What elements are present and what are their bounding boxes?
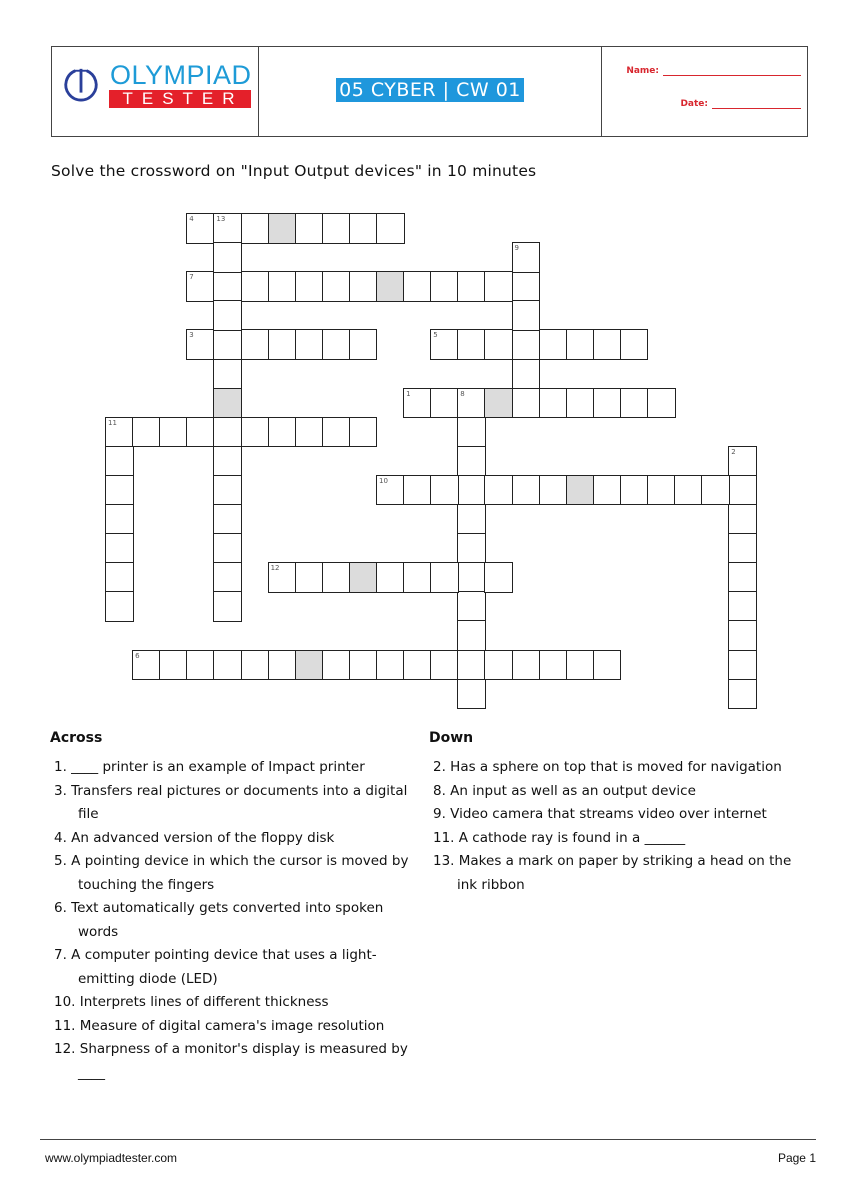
crossword-cell[interactable] <box>186 213 215 244</box>
crossword-cell[interactable] <box>295 271 324 302</box>
crossword-cell[interactable] <box>213 242 242 273</box>
clue-number: 11 <box>108 418 117 427</box>
crossword-cell[interactable] <box>105 591 134 622</box>
crossword-cell[interactable] <box>322 562 351 593</box>
clue-number: 6 <box>135 651 140 660</box>
crossword-cell[interactable] <box>484 562 513 593</box>
logo-text-tester: TESTER <box>109 90 251 108</box>
crossword-cell[interactable] <box>674 475 703 506</box>
crossword-cell[interactable] <box>512 475 541 506</box>
crossword-cell[interactable] <box>376 475 405 506</box>
down-clue: 11. A cathode ray is found in a ______ <box>433 829 686 846</box>
crossword-cell[interactable] <box>268 417 297 448</box>
crossword-cell[interactable] <box>186 329 215 360</box>
crossword-cell[interactable] <box>105 504 134 535</box>
crossword-cell[interactable] <box>430 388 459 419</box>
name-line[interactable] <box>663 66 801 76</box>
crossword-cell[interactable] <box>213 475 242 506</box>
crossword-cell[interactable] <box>430 562 459 593</box>
crossword-cell[interactable] <box>349 213 378 244</box>
crossword-cell[interactable] <box>484 271 513 302</box>
crossword-cell[interactable] <box>322 417 351 448</box>
crossword-cell[interactable] <box>457 650 486 681</box>
crossword-cell[interactable] <box>593 329 622 360</box>
crossword-cell[interactable] <box>728 446 757 477</box>
crossword-cell[interactable] <box>349 650 378 681</box>
crossword-cell[interactable] <box>457 591 486 622</box>
crossword-cell[interactable] <box>728 562 757 593</box>
crossword-cell[interactable] <box>457 620 486 651</box>
crossword-cell[interactable] <box>349 271 378 302</box>
crossword-cell[interactable] <box>213 591 242 622</box>
crossword-cell[interactable] <box>213 388 242 419</box>
date-field[interactable] <box>680 99 801 109</box>
student-info-cell <box>602 47 807 136</box>
crossword-cell[interactable] <box>403 388 432 419</box>
down-clues <box>429 730 799 897</box>
crossword-cell[interactable] <box>512 359 541 390</box>
crossword-cell[interactable] <box>484 329 513 360</box>
crossword-cell[interactable] <box>295 417 324 448</box>
crossword-cell[interactable] <box>322 650 351 681</box>
crossword-cell[interactable] <box>213 300 242 331</box>
crossword-cell[interactable] <box>539 388 568 419</box>
crossword-cell[interactable] <box>728 475 757 506</box>
crossword-cell[interactable] <box>268 329 297 360</box>
crossword-cell[interactable] <box>159 417 188 448</box>
crossword-cell[interactable] <box>728 679 757 710</box>
crossword-cell[interactable] <box>322 213 351 244</box>
crossword-cell[interactable] <box>566 388 595 419</box>
crossword-cell[interactable] <box>132 650 161 681</box>
crossword-cell[interactable] <box>376 650 405 681</box>
crossword-cell[interactable] <box>105 446 134 477</box>
crossword-cell[interactable] <box>593 475 622 506</box>
crossword-cell[interactable] <box>512 329 541 360</box>
across-clue: 10. Interprets lines of different thickness <box>54 994 329 1010</box>
crossword-cell[interactable] <box>593 650 622 681</box>
crossword-cell[interactable] <box>241 271 270 302</box>
clue-number: 2 <box>731 447 736 456</box>
crossword-cell[interactable] <box>213 650 242 681</box>
across-heading: Across <box>50 730 103 746</box>
crossword-cell[interactable] <box>539 475 568 506</box>
crossword-cell[interactable] <box>512 271 541 302</box>
crossword-cell[interactable] <box>403 475 432 506</box>
crossword-cell[interactable] <box>186 650 215 681</box>
crossword-cell[interactable] <box>349 417 378 448</box>
crossword-cell[interactable] <box>512 242 541 273</box>
across-clue: 1. ____ printer is an example of Impact printer <box>54 759 365 775</box>
crossword-cell[interactable] <box>403 650 432 681</box>
crossword-cell[interactable] <box>484 475 513 506</box>
crossword-cell[interactable] <box>132 417 161 448</box>
crossword-cell[interactable] <box>403 562 432 593</box>
crossword-cell[interactable] <box>457 417 486 448</box>
crossword-cell[interactable] <box>159 650 188 681</box>
down-clue: 13. Makes a mark on paper by striking a head on the ink ribbon <box>433 853 792 893</box>
crossword-cell[interactable] <box>376 271 405 302</box>
worksheet-header <box>51 46 808 137</box>
crossword-cell[interactable] <box>268 271 297 302</box>
name-field[interactable] <box>626 66 801 76</box>
across-clues <box>50 730 420 1085</box>
crossword-cell[interactable] <box>213 533 242 564</box>
clue-number: 5 <box>433 331 438 340</box>
crossword-cell[interactable] <box>403 271 432 302</box>
crossword-cell[interactable] <box>457 504 486 535</box>
crossword-cell[interactable] <box>457 475 486 506</box>
crossword-cell[interactable] <box>322 271 351 302</box>
crossword-cell[interactable] <box>728 504 757 535</box>
down-clue: 9. Video camera that streams video over internet <box>433 806 767 822</box>
down-clue: 2. Has a sphere on top that is moved for navigation <box>433 759 782 775</box>
crossword-cell[interactable] <box>566 329 595 360</box>
crossword-cell[interactable] <box>241 650 270 681</box>
crossword-cell[interactable] <box>728 650 757 681</box>
across-clue: 3. Transfers real pictures or documents into a digital file <box>54 782 408 822</box>
crossword-cell[interactable] <box>376 562 405 593</box>
crossword-cell[interactable] <box>213 329 242 360</box>
crossword-cell[interactable] <box>213 359 242 390</box>
date-label: Date: <box>680 99 708 109</box>
crossword-cell[interactable] <box>457 329 486 360</box>
olympiad-tester-logo-icon <box>62 66 100 104</box>
crossword-cell[interactable] <box>457 446 486 477</box>
across-clue: 12. Sharpness of a monitor's display is measured by ____ <box>54 1041 408 1081</box>
crossword-cell[interactable] <box>376 213 405 244</box>
clue-number: 13 <box>216 215 226 223</box>
date-line[interactable] <box>712 99 801 109</box>
crossword-cell[interactable] <box>241 213 270 244</box>
crossword-cell[interactable] <box>728 620 757 651</box>
crossword-cell[interactable] <box>647 475 676 506</box>
footer-url: www.olympiadtester.com <box>45 1151 178 1165</box>
crossword-cell[interactable] <box>457 388 486 419</box>
crossword-cell[interactable] <box>457 562 486 593</box>
crossword-cell[interactable] <box>241 417 270 448</box>
crossword-cell[interactable] <box>728 591 757 622</box>
crossword-cell[interactable] <box>539 650 568 681</box>
across-clue: 6. Text automatically gets converted into spoken words <box>54 900 384 940</box>
clue-number: 12 <box>270 564 280 573</box>
crossword-cell[interactable] <box>322 329 351 360</box>
crossword-cell[interactable] <box>430 271 459 302</box>
crossword-cell[interactable] <box>701 475 730 506</box>
crossword-cell[interactable] <box>349 329 378 360</box>
crossword-cell[interactable] <box>213 562 242 593</box>
crossword-cell[interactable] <box>268 213 297 244</box>
crossword-cell[interactable] <box>484 388 513 419</box>
crossword-cell[interactable] <box>295 329 324 360</box>
crossword-cell[interactable] <box>186 417 215 448</box>
crossword-cell[interactable] <box>430 475 459 506</box>
worksheet-title: 05 CYBER | CW 01 <box>336 78 524 102</box>
crossword-cell[interactable] <box>105 533 134 564</box>
crossword-cell[interactable] <box>295 650 324 681</box>
crossword-cell[interactable] <box>566 475 595 506</box>
crossword-cell[interactable] <box>268 562 297 593</box>
footer-divider <box>40 1139 816 1140</box>
across-clue: 5. A pointing device in which the cursor is moved by touching the fingers <box>54 853 409 893</box>
crossword-cell[interactable] <box>457 533 486 564</box>
down-clue-list <box>429 756 799 897</box>
crossword-cell[interactable] <box>512 388 541 419</box>
crossword-cell[interactable] <box>213 504 242 535</box>
crossword-cell[interactable] <box>213 417 242 448</box>
across-clue: 11. Measure of digital camera's image resolution <box>54 1017 385 1034</box>
across-clue: 7. A computer pointing device that uses a light-emitting diode (LED) <box>54 947 377 987</box>
crossword-cell[interactable] <box>295 562 324 593</box>
clue-number: 1 <box>406 389 411 398</box>
crossword-cell[interactable] <box>213 446 242 477</box>
across-clue-list <box>50 756 420 1085</box>
crossword-cell[interactable] <box>430 650 459 681</box>
crossword-cell[interactable] <box>647 388 676 419</box>
crossword-cell[interactable] <box>457 679 486 710</box>
clue-number: 4 <box>189 215 194 223</box>
down-clue: 8. An input as well as an output device <box>433 782 696 799</box>
across-clue: 4. An advanced version of the floppy disk <box>54 829 335 846</box>
clue-number: 10 <box>379 476 388 485</box>
crossword-cell[interactable] <box>241 329 270 360</box>
crossword-cell[interactable] <box>268 650 297 681</box>
crossword-cell[interactable] <box>105 562 134 593</box>
instruction-text: Solve the crossword on "Input Output devices" in 10 minutes <box>51 162 537 180</box>
name-label: Name: <box>626 66 659 76</box>
crossword-cell[interactable] <box>349 562 378 593</box>
crossword-cell[interactable] <box>186 271 215 302</box>
crossword-cell[interactable] <box>620 475 649 506</box>
crossword-cell[interactable] <box>620 329 649 360</box>
crossword-cell[interactable] <box>512 650 541 681</box>
crossword-cell[interactable] <box>430 329 459 360</box>
crossword-cell[interactable] <box>213 213 242 244</box>
crossword-cell[interactable] <box>593 388 622 419</box>
clue-number: 8 <box>460 389 465 398</box>
title-cell <box>259 47 602 136</box>
clue-number: 7 <box>189 273 194 282</box>
crossword-cell[interactable] <box>457 271 486 302</box>
crossword-cell[interactable] <box>484 650 513 681</box>
crossword-cell[interactable] <box>295 213 324 244</box>
clue-number: 9 <box>514 244 519 253</box>
down-heading: Down <box>429 730 474 746</box>
clue-number: 3 <box>189 331 194 340</box>
crossword-cell[interactable] <box>566 650 595 681</box>
crossword-cell[interactable] <box>213 271 242 302</box>
crossword-cell[interactable] <box>539 329 568 360</box>
crossword-cell[interactable] <box>105 475 134 506</box>
crossword-cell[interactable] <box>105 417 134 448</box>
logo-text-olympiad: OLYMPIAD <box>110 60 252 90</box>
olympiad-tester-logo <box>62 60 252 114</box>
logo-cell <box>52 47 259 136</box>
page-number: Page 1 <box>777 1151 816 1165</box>
crossword-cell[interactable] <box>512 300 541 331</box>
crossword-cell[interactable] <box>728 533 757 564</box>
crossword-cell[interactable] <box>620 388 649 419</box>
